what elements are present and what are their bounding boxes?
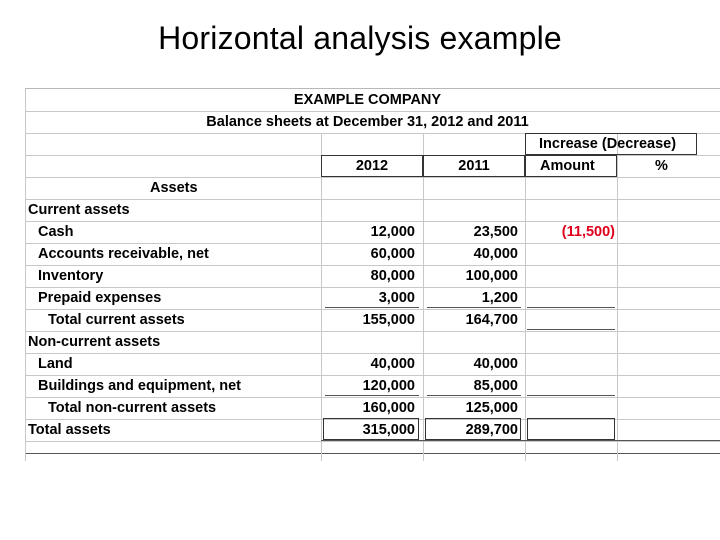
value-2012: 160,000	[362, 400, 415, 416]
slide-title: Horizontal analysis example	[158, 20, 562, 56]
change-header: Increase (Decrease)	[539, 136, 677, 152]
col-amount: Amount	[540, 158, 595, 174]
value-2012: 155,000	[362, 312, 415, 328]
change-amount: (11,500)	[561, 224, 615, 240]
noncurrent-assets-header: Non-current assets	[28, 334, 161, 350]
subtotal-underline	[325, 307, 419, 308]
subtotal-underline	[427, 395, 521, 396]
col-2012: 2012	[355, 158, 389, 174]
total-box	[527, 418, 615, 440]
row-label: Total assets	[28, 422, 111, 438]
sheet-subtitle: Balance sheets at December 31, 2012 and 2011	[206, 114, 529, 130]
value-2011: 1,200	[481, 290, 518, 306]
value-2012: 60,000	[370, 246, 415, 262]
value-2012: 120,000	[362, 378, 415, 394]
company-name: EXAMPLE COMPANY	[293, 92, 442, 108]
value-2011: 40,000	[473, 246, 518, 262]
value-2012: 80,000	[370, 268, 415, 284]
subtotal-underline	[527, 307, 615, 308]
subtotal-underline	[427, 307, 521, 308]
balance-sheet-spreadsheet	[25, 88, 720, 461]
value-2012: 12,000	[370, 224, 415, 240]
col-2011: 2011	[458, 158, 490, 174]
value-2012: 40,000	[370, 356, 415, 372]
value-2011: 23,500	[473, 224, 518, 240]
value-2011: 40,000	[473, 356, 518, 372]
gridline	[525, 133, 526, 461]
row-label: Total non-current assets	[48, 400, 217, 416]
current-assets-header: Current assets	[28, 202, 130, 218]
value-2011: 100,000	[465, 268, 518, 284]
value-2012: 3,000	[378, 290, 415, 306]
row-label: Accounts receivable, net	[38, 246, 209, 262]
col-percent: %	[655, 158, 668, 174]
gridline	[25, 89, 26, 461]
gridline	[423, 133, 424, 461]
double-underline	[321, 440, 720, 441]
gridline	[25, 177, 720, 178]
value-2011: 164,700	[465, 312, 518, 328]
gridline	[25, 441, 720, 442]
gridline	[321, 133, 322, 461]
assets-header: Assets	[150, 180, 198, 196]
row-label: Buildings and equipment, net	[38, 378, 241, 394]
subtotal-underline	[527, 395, 615, 396]
value-2012: 315,000	[362, 422, 415, 438]
subtotal-underline	[325, 395, 419, 396]
row-label: Cash	[38, 224, 74, 240]
subtotal-underline	[527, 329, 615, 330]
row-label: Land	[38, 356, 73, 372]
row-label: Total current assets	[48, 312, 185, 328]
row-label: Inventory	[38, 268, 104, 284]
value-2011: 85,000	[473, 378, 518, 394]
row-label: Prepaid expenses	[38, 290, 162, 306]
value-2011: 125,000	[465, 400, 518, 416]
value-2011: 289,700	[465, 422, 518, 438]
gridline	[617, 133, 618, 461]
gridline	[25, 453, 720, 454]
